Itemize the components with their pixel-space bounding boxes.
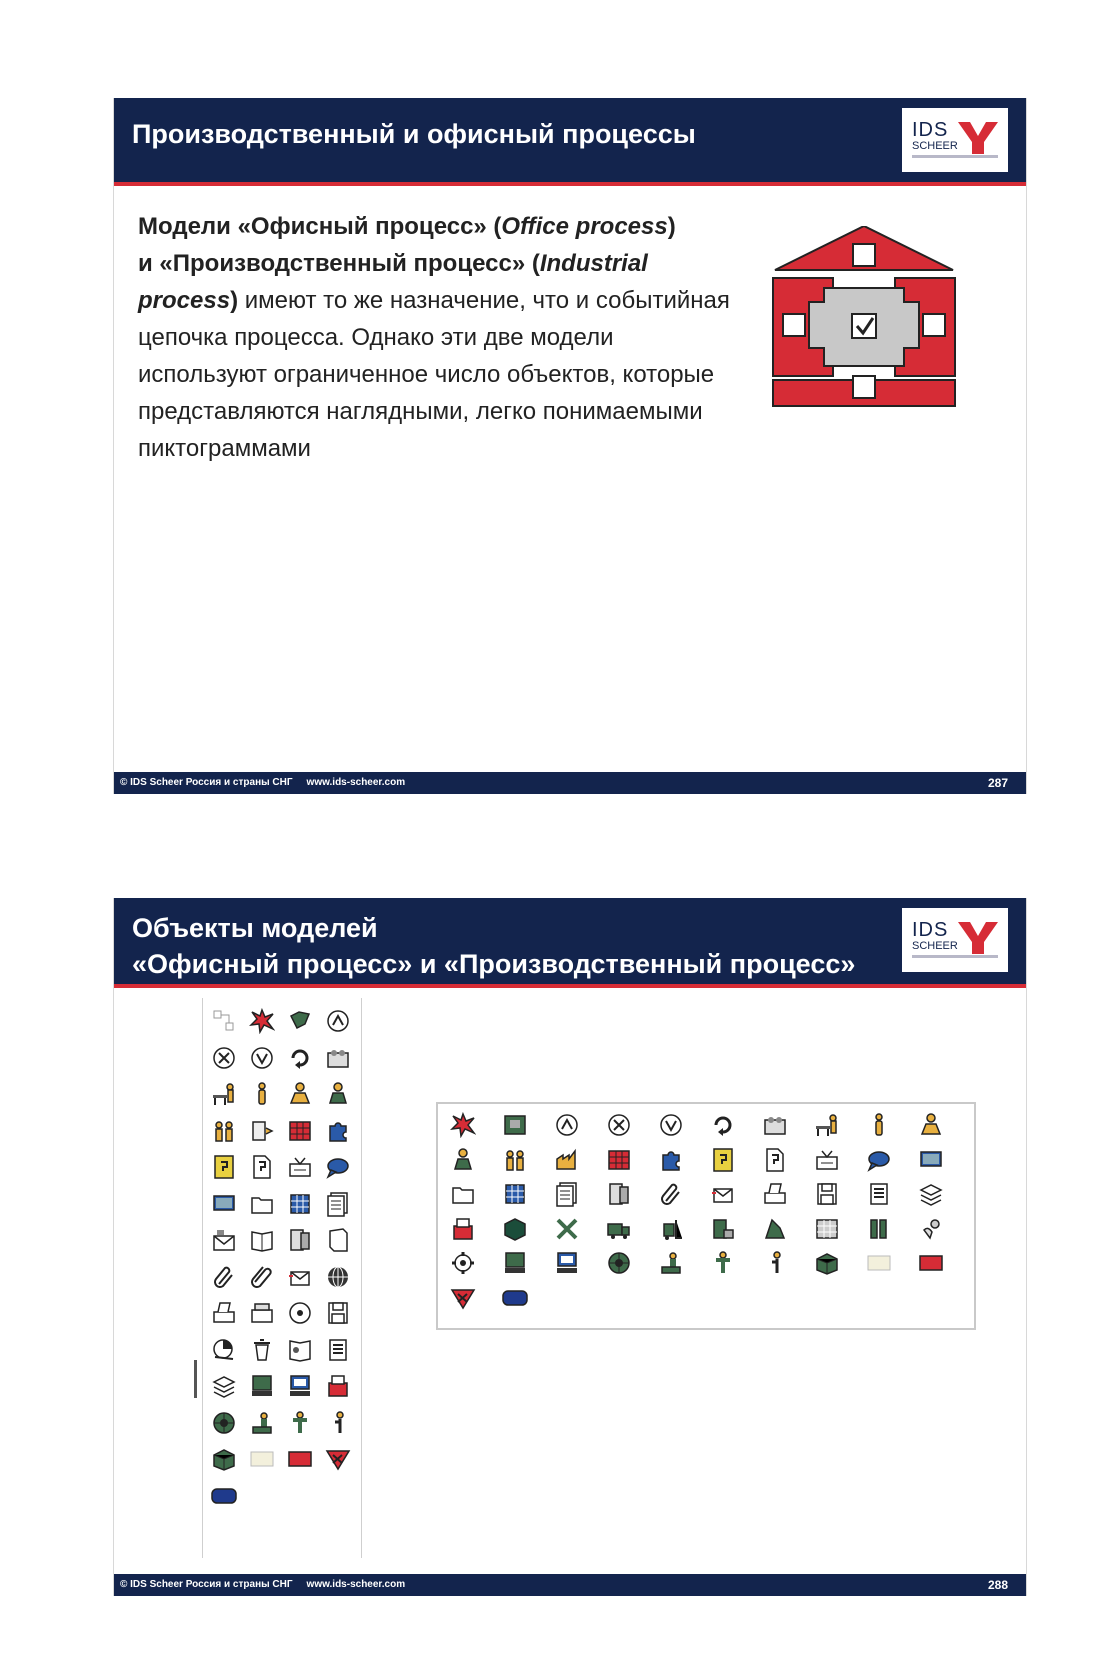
file-stack-icon[interactable] xyxy=(606,1181,632,1207)
slide-footer xyxy=(114,772,1026,794)
logo-tagline xyxy=(912,155,998,158)
file-stack-icon[interactable] xyxy=(287,1227,313,1253)
folder-icon[interactable] xyxy=(450,1181,476,1207)
body-italic-1: Office process xyxy=(501,213,668,240)
layers-icon[interactable] xyxy=(918,1181,944,1207)
fax-icon[interactable] xyxy=(450,1216,476,1242)
cluster-icon[interactable] xyxy=(606,1147,632,1173)
pc-icon[interactable] xyxy=(287,1373,313,1399)
tools-icon[interactable] xyxy=(866,1216,892,1242)
empty-rect-icon[interactable] xyxy=(249,1446,275,1472)
footer-url[interactable]: www.ids-scheer.com xyxy=(306,1579,406,1590)
printer-icon[interactable] xyxy=(211,1300,237,1326)
inbox-icon[interactable] xyxy=(814,1147,840,1173)
hand-icon[interactable] xyxy=(918,1216,944,1242)
slide-header xyxy=(114,898,1026,988)
letter-icon[interactable] xyxy=(287,1264,313,1290)
body-bold-2: ) xyxy=(667,213,676,240)
slide-287 xyxy=(113,98,1027,794)
connector-icon[interactable] xyxy=(211,1008,237,1034)
box-icon[interactable] xyxy=(814,1250,840,1276)
cross-arrows-icon[interactable] xyxy=(554,1216,580,1242)
attach-icon[interactable] xyxy=(658,1181,684,1207)
grid-icon[interactable] xyxy=(287,1191,313,1217)
puzzle-icon[interactable] xyxy=(325,1118,351,1144)
title-line-2: «Офисный процесс» и «Производственный процесс» xyxy=(132,949,856,979)
and-icon[interactable] xyxy=(325,1008,351,1034)
red-triangle-icon[interactable] xyxy=(325,1446,351,1472)
tool-icon[interactable] xyxy=(325,1410,351,1436)
logo-tagline xyxy=(912,955,998,958)
scroll-indicator xyxy=(194,1360,197,1398)
footer-left xyxy=(120,1579,405,1590)
mail-icon[interactable] xyxy=(211,1227,237,1253)
page-number: 287 xyxy=(987,776,1008,790)
disc-icon[interactable] xyxy=(287,1300,313,1326)
empty-rect-icon[interactable] xyxy=(866,1250,892,1276)
logo-text: IDS xyxy=(912,119,949,141)
event-star-icon[interactable] xyxy=(450,1112,476,1138)
logo-mark-icon xyxy=(958,922,998,954)
screen-icon[interactable] xyxy=(211,1191,237,1217)
red-rect-icon[interactable] xyxy=(287,1446,313,1472)
letter-icon[interactable] xyxy=(710,1181,736,1207)
document-flow-icon[interactable] xyxy=(249,1118,275,1144)
attach-icon[interactable] xyxy=(211,1264,237,1290)
box-icon[interactable] xyxy=(211,1446,237,1472)
team-icon[interactable] xyxy=(325,1081,351,1107)
footer-copyright: © IDS Scheer Россия и страны СНГ xyxy=(120,1579,293,1590)
truck-icon[interactable] xyxy=(606,1216,632,1242)
body-italic-2: Industrial process xyxy=(138,250,648,314)
floppy-icon[interactable] xyxy=(814,1181,840,1207)
form-icon[interactable] xyxy=(211,1154,237,1180)
pc-icon[interactable] xyxy=(554,1250,580,1276)
body-bold-3: и «Производственный процесс» ( xyxy=(138,250,540,277)
group-icon[interactable] xyxy=(325,1045,351,1071)
people-icon[interactable] xyxy=(502,1147,528,1173)
body-bold-1: Модели «Офисный процесс» ( xyxy=(138,213,502,240)
logo-mark-icon xyxy=(958,122,998,154)
press-icon[interactable] xyxy=(710,1216,736,1242)
page-number: 288 xyxy=(987,1578,1008,1592)
binder-icon[interactable] xyxy=(325,1227,351,1253)
printer-icon[interactable] xyxy=(762,1181,788,1207)
desk-person-icon[interactable] xyxy=(814,1112,840,1138)
terminal-icon[interactable] xyxy=(249,1373,275,1399)
operator-icon[interactable] xyxy=(710,1250,736,1276)
globe-icon[interactable] xyxy=(325,1264,351,1290)
speech-bubble-icon[interactable] xyxy=(866,1147,892,1173)
cluster-icon[interactable] xyxy=(287,1118,313,1144)
notepad-icon[interactable] xyxy=(866,1181,892,1207)
person-icon[interactable] xyxy=(249,1081,275,1107)
red-rect-icon[interactable] xyxy=(918,1250,944,1276)
logo-text: IDS xyxy=(912,919,949,941)
logo-subtext: SCHEER xyxy=(912,940,958,952)
slide-title: Производственный и офисный процессы xyxy=(132,119,696,149)
worker-icon[interactable] xyxy=(658,1250,684,1276)
or-icon[interactable] xyxy=(658,1112,684,1138)
slide-header xyxy=(114,98,1026,186)
notepad-icon[interactable] xyxy=(325,1337,351,1363)
terminal-icon[interactable] xyxy=(502,1250,528,1276)
person-icon[interactable] xyxy=(866,1112,892,1138)
team-icon[interactable] xyxy=(450,1147,476,1173)
loop-icon[interactable] xyxy=(287,1045,313,1071)
operator-icon[interactable] xyxy=(287,1410,313,1436)
tool-icon[interactable] xyxy=(762,1250,788,1276)
warehouse-icon[interactable] xyxy=(814,1216,840,1242)
function-bird-icon[interactable] xyxy=(287,1008,313,1034)
red-triangle-icon[interactable] xyxy=(450,1285,476,1311)
slide-288 xyxy=(113,898,1027,1596)
manager-icon[interactable] xyxy=(287,1081,313,1107)
manager-icon[interactable] xyxy=(918,1112,944,1138)
slide-footer xyxy=(114,1574,1026,1596)
book-icon[interactable] xyxy=(249,1227,275,1253)
layers-icon[interactable] xyxy=(211,1373,237,1399)
crane-icon[interactable] xyxy=(762,1216,788,1242)
page-icon[interactable] xyxy=(249,1154,275,1180)
title-line-1: Объекты моделей xyxy=(132,913,378,943)
ids-scheer-logo xyxy=(902,108,1008,172)
inbox-icon[interactable] xyxy=(287,1154,313,1180)
wheel-icon[interactable] xyxy=(211,1410,237,1436)
tray-icon[interactable] xyxy=(249,1300,275,1326)
blue-rounded-icon[interactable] xyxy=(502,1285,528,1311)
forklift-icon[interactable] xyxy=(658,1216,684,1242)
footer-left xyxy=(120,777,405,788)
puzzle-icon[interactable] xyxy=(658,1147,684,1173)
floppy-icon[interactable] xyxy=(325,1300,351,1326)
page-icon[interactable] xyxy=(762,1147,788,1173)
body-plain: имеют то же назначение, что и событийная цепочка процесса. Однако эти две модели используют ограниченное число объектов, которые представляются наглядными, легко понимаемыми пиктограммами xyxy=(138,287,730,462)
brochure-icon[interactable] xyxy=(287,1337,313,1363)
footer-copyright: © IDS Scheer Россия и страны СНГ xyxy=(120,777,293,788)
chart-icon[interactable] xyxy=(211,1337,237,1363)
worker-icon[interactable] xyxy=(249,1410,275,1436)
xor-icon[interactable] xyxy=(211,1045,237,1071)
loop-icon[interactable] xyxy=(710,1112,736,1138)
doc-stack-icon[interactable] xyxy=(325,1191,351,1217)
machine-icon[interactable] xyxy=(502,1112,528,1138)
horizontal-symbol-palette xyxy=(436,1102,976,1330)
body-bold-4: ) xyxy=(230,287,239,314)
slide-title xyxy=(132,910,855,982)
event-star-icon[interactable] xyxy=(249,1008,275,1034)
form-icon[interactable] xyxy=(710,1147,736,1173)
slide-body-text xyxy=(138,208,733,467)
clip-icon[interactable] xyxy=(249,1264,275,1290)
people-icon[interactable] xyxy=(211,1118,237,1144)
grid-icon[interactable] xyxy=(502,1181,528,1207)
process-house-icon xyxy=(769,226,959,408)
gear-icon[interactable] xyxy=(450,1250,476,1276)
logo-subtext: SCHEER xyxy=(912,140,958,152)
folder-icon[interactable] xyxy=(249,1191,275,1217)
doc-stack-icon[interactable] xyxy=(554,1181,580,1207)
screen-icon[interactable] xyxy=(918,1147,944,1173)
footer-url[interactable]: www.ids-scheer.com xyxy=(306,777,406,788)
trash-icon[interactable] xyxy=(249,1337,275,1363)
factory-icon[interactable] xyxy=(554,1147,580,1173)
vertical-symbol-palette xyxy=(202,998,362,1558)
fax-icon[interactable] xyxy=(325,1373,351,1399)
and-icon[interactable] xyxy=(554,1112,580,1138)
wheel-icon[interactable] xyxy=(606,1250,632,1276)
group-icon[interactable] xyxy=(762,1112,788,1138)
speech-bubble-icon[interactable] xyxy=(325,1154,351,1180)
xor-icon[interactable] xyxy=(606,1112,632,1138)
cube-icon[interactable] xyxy=(502,1216,528,1242)
ids-scheer-logo xyxy=(902,908,1008,972)
or-icon[interactable] xyxy=(249,1045,275,1071)
blue-rounded-icon[interactable] xyxy=(211,1483,237,1509)
desk-person-icon[interactable] xyxy=(211,1081,237,1107)
